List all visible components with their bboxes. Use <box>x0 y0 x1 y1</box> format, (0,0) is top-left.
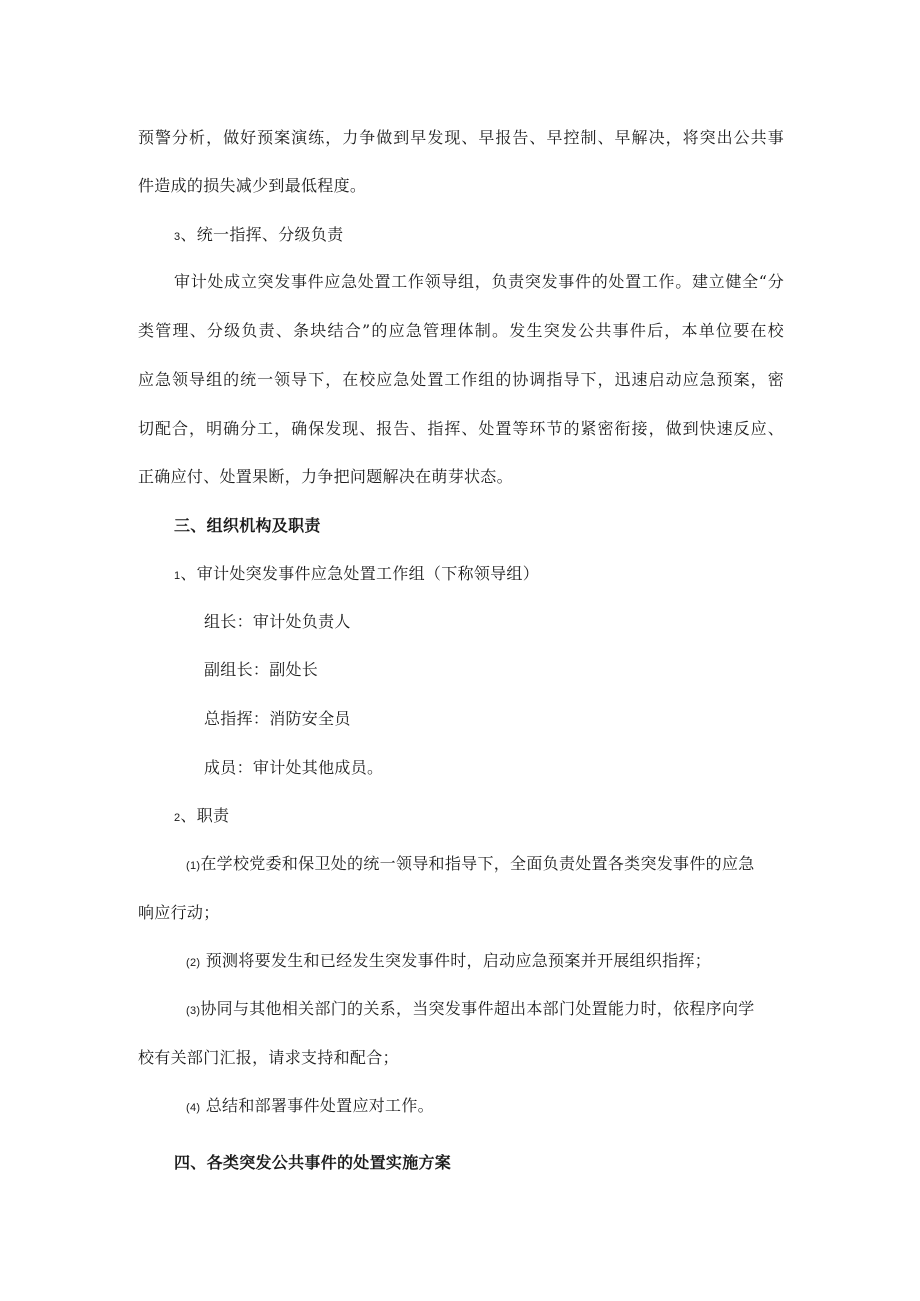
duty1-line2: 响应行动； <box>138 903 220 922</box>
duty1-line1 <box>186 854 755 876</box>
duty2-line <box>186 951 711 973</box>
duty3-line1 <box>186 999 755 1021</box>
item3-heading <box>174 225 343 247</box>
sub1-title: 、审计处突发事件应急处置工作组（下称领导组） <box>180 564 540 583</box>
member-commander: 总指挥：消防安全员 <box>204 709 351 728</box>
member-others: 成员：审计处其他成员。 <box>204 758 384 777</box>
para2-line1: 审计处成立突发事件应急处置工作领导组，负责突发事件的处置工作。建立健全“分 <box>174 272 784 291</box>
duty3-text: 协同与其他相关部门的关系，当突发事件超出本部门处置能力时，依程序向学 <box>200 999 755 1018</box>
sub2-number: 2 <box>174 812 181 824</box>
para2-line5: 正确应付、处置果断，力争把问题解决在萌芽状态。 <box>138 467 513 486</box>
sub2-title: 、职责 <box>180 806 230 825</box>
item3-number: 3 <box>174 231 181 243</box>
para2-line2: 类管理、分级负责、条块结合”的应急管理体制。发生突发公共事件后，本单位要在校 <box>138 321 784 340</box>
section3-title: 三、组织机构及职责 <box>174 516 321 535</box>
section4-title: 四、各类突发公共事件的处置实施方案 <box>174 1153 452 1172</box>
member-leader: 组长：审计处负责人 <box>204 612 351 631</box>
sub2-heading <box>174 806 229 828</box>
para2-line3: 应急领导组的统一领导下，在校应急处置工作组的协调指导下，迅速启动应急预案，密 <box>138 370 784 389</box>
duty1-text: 在学校党委和保卫处的统一领导和指导下，全面负责处置各类突发事件的应急 <box>200 854 755 873</box>
member-deputy: 副组长：副处长 <box>204 660 319 679</box>
para1-line1: 预警分析，做好预案演练，力争做到早发现、早报告、早控制、早解决，将突出公共事 <box>138 128 784 147</box>
item3-title: 、统一指挥、分级负责 <box>180 225 344 244</box>
para2-line4: 切配合，明确分工，确保发现、报告、指挥、处置等环节的紧密衔接，做到快速反应、 <box>138 419 784 438</box>
duty2-text: 预测将要发生和已经发生突发事件时，启动应急预案并开展组织指挥； <box>200 951 712 970</box>
duty3-number: (3) <box>186 1005 201 1017</box>
para1-line2: 件造成的损失减少到最低程度。 <box>138 176 367 195</box>
duty1-number: (1) <box>186 860 201 872</box>
duty4-number: (4) <box>186 1102 201 1114</box>
sub1-number: 1 <box>174 570 181 582</box>
duty4-text: 总结和部署事件处置应对工作。 <box>200 1096 434 1115</box>
sub1-heading <box>174 564 539 586</box>
duty3-line2: 校有关部门汇报，请求支持和配合； <box>138 1048 399 1067</box>
duty4-line <box>186 1096 434 1118</box>
duty2-number: (2) <box>186 957 201 969</box>
